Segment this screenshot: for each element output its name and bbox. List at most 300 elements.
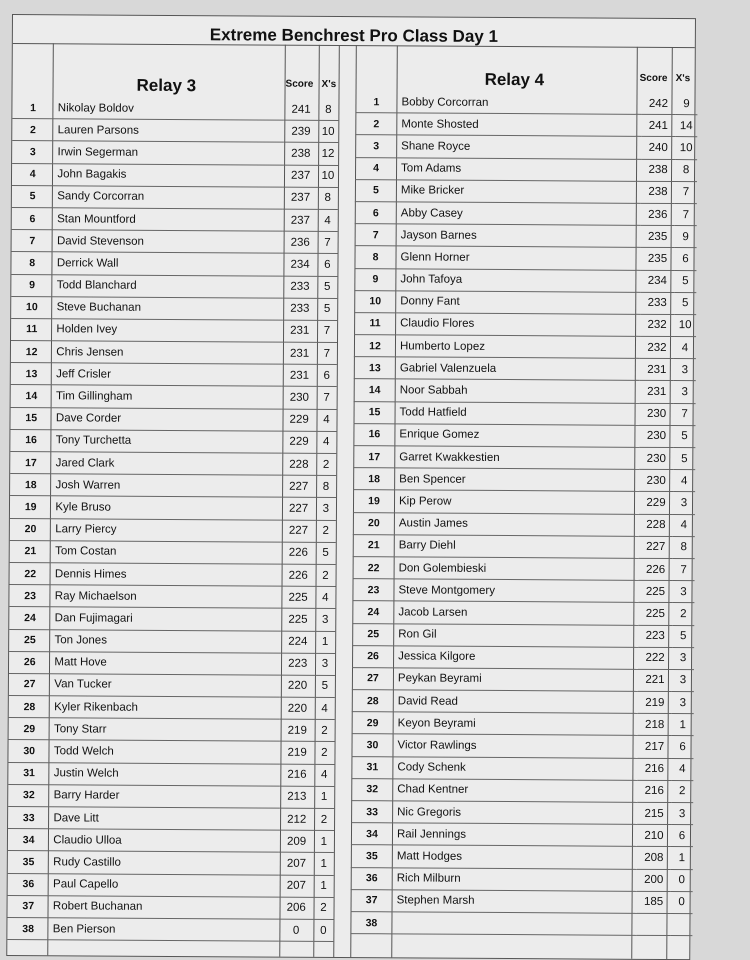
score-cell: 206 (279, 897, 313, 919)
xs-cell: 8 (318, 187, 338, 209)
table-row (354, 312, 696, 336)
table-row (12, 141, 338, 165)
score-cell: 221 (638, 669, 672, 691)
xs-cell: 2 (314, 720, 334, 742)
xs-cell: 5 (673, 448, 695, 470)
score-cell: 234 (640, 270, 674, 292)
score-cell: 207 (279, 853, 313, 875)
name-cell: Jayson Barnes (397, 224, 641, 248)
rank-cell: 32 (8, 784, 50, 806)
table-row (9, 607, 335, 631)
table-row (8, 851, 334, 875)
name-cell: Ton Jones (50, 629, 280, 653)
name-cell: Ben Pierson (49, 918, 279, 942)
name-cell: Garret Kwakkestien (395, 446, 639, 470)
score-cell: 231 (640, 359, 674, 381)
table-row (8, 873, 334, 897)
xs-cell: 2 (313, 897, 333, 919)
name-cell: Van Tucker (50, 674, 280, 698)
rank-cell: 1 (355, 91, 397, 113)
rank-cell: 24 (9, 607, 51, 629)
rank-cell: 38 (7, 917, 49, 939)
score-cell: 230 (639, 425, 673, 447)
xs-cell: 1 (314, 831, 334, 853)
score-cell: 216 (280, 764, 314, 786)
table-row (11, 341, 337, 365)
score-cell: 233 (640, 292, 674, 314)
name-cell: Enrique Gomez (395, 424, 639, 448)
xs-cell: 2 (316, 520, 336, 542)
xs-cell: 7 (673, 558, 695, 580)
score-cell: 233 (283, 298, 317, 320)
rank-cell: 1 (12, 97, 54, 119)
name-cell: Don Golembieski (395, 557, 639, 581)
name-cell: Rudy Castillo (49, 851, 279, 875)
rank-cell: 27 (9, 673, 51, 695)
score-cell: 228 (639, 514, 673, 536)
rank-cell: 25 (352, 623, 394, 645)
score-cell: 230 (639, 470, 673, 492)
name-cell: Stan Mountford (53, 208, 283, 232)
table-row (12, 230, 338, 254)
name-cell: Barry Diehl (395, 535, 639, 559)
name-cell: Chris Jensen (52, 341, 282, 365)
rank-cell: 15 (354, 401, 396, 423)
xs-cell: 2 (672, 603, 694, 625)
score-cell: 219 (280, 719, 314, 741)
xs-cell: 6 (317, 254, 337, 276)
score-cell: 213 (280, 786, 314, 808)
xs-cell: 7 (675, 203, 697, 225)
rank-cell: 2 (12, 119, 54, 141)
name-cell: Tony Starr (50, 718, 280, 742)
relay4-x-header: X's (675, 73, 691, 85)
xs-cell: 3 (315, 609, 335, 631)
table-row (354, 401, 696, 425)
rank-cell: 31 (8, 762, 50, 784)
xs-cell: 10 (318, 121, 338, 143)
score-cell: 209 (279, 830, 313, 852)
xs-cell: 14 (675, 115, 697, 137)
name-cell: Todd Blanchard (53, 274, 283, 298)
name-cell: Ben Spencer (395, 468, 639, 492)
name-cell: Stephen Marsh (393, 890, 637, 914)
name-cell: Dave Litt (49, 807, 279, 831)
rank-cell: 31 (351, 756, 393, 778)
rank-cell: 36 (8, 873, 50, 895)
name-cell: Cody Schenk (393, 756, 637, 780)
rank-cell: 27 (352, 667, 394, 689)
name-cell: Rich Milburn (393, 867, 637, 891)
score-cell: 219 (638, 691, 672, 713)
name-cell: Glenn Horner (396, 246, 640, 270)
score-cell: 225 (281, 586, 315, 608)
score-cell: 237 (283, 187, 317, 209)
name-cell: Austin James (395, 512, 639, 536)
rank-cell: 34 (351, 823, 393, 845)
score-cell: 241 (641, 115, 675, 137)
name-cell: Steve Buchanan (53, 296, 283, 320)
rank-cell: 25 (9, 629, 51, 651)
table-row (9, 629, 335, 653)
table-row (354, 335, 696, 359)
rank-cell: 9 (354, 268, 396, 290)
table-row (11, 274, 337, 298)
name-cell: Claudio Ulloa (49, 829, 279, 853)
rank-cell: 30 (8, 740, 50, 762)
table-row (352, 623, 694, 647)
rank-cell: 8 (354, 246, 396, 268)
relay4-heading: Relay 4 (484, 69, 545, 90)
table-row (352, 645, 694, 669)
score-cell: 242 (641, 93, 675, 115)
rank-cell: 21 (10, 540, 52, 562)
score-cell: 223 (638, 625, 672, 647)
name-cell: Matt Hove (50, 651, 280, 675)
score-cell: 226 (639, 558, 673, 580)
rank-cell: 4 (12, 163, 54, 185)
rank-cell: 32 (351, 778, 393, 800)
rank-cell: 37 (351, 889, 393, 911)
relay3-table (7, 97, 338, 942)
rank-cell: 37 (7, 895, 49, 917)
table-row (351, 845, 693, 869)
table-row (12, 97, 338, 121)
table-row (10, 540, 336, 564)
xs-cell: 5 (672, 625, 694, 647)
score-cell: 238 (641, 181, 675, 203)
rank-cell: 38 (350, 912, 392, 934)
name-cell: Kyler Rikenbach (50, 696, 280, 720)
xs-cell: 2 (314, 742, 334, 764)
table-row (10, 518, 336, 542)
xs-cell: 5 (315, 542, 335, 564)
table-row (9, 673, 335, 697)
score-cell: 208 (637, 847, 671, 869)
score-cell: 200 (637, 869, 671, 891)
page-title: Extreme Benchrest Pro Class Day 1 (13, 15, 695, 48)
name-cell: Jeff Crisler (52, 363, 282, 387)
rank-cell: 36 (351, 867, 393, 889)
table-row (10, 562, 336, 586)
xs-cell: 0 (313, 919, 333, 941)
table-row (353, 446, 695, 470)
score-cell: 237 (283, 209, 317, 231)
score-cell: 232 (640, 336, 674, 358)
table-row (12, 185, 338, 209)
rank-cell: 10 (11, 296, 53, 318)
score-cell: 227 (281, 498, 315, 520)
score-cell: 216 (637, 780, 671, 802)
score-cell: 231 (282, 364, 316, 386)
xs-cell: 4 (314, 697, 334, 719)
name-cell: Paul Capello (49, 873, 279, 897)
rank-cell: 6 (12, 207, 54, 229)
name-cell: Dave Corder (52, 407, 282, 431)
score-cell: 207 (279, 875, 313, 897)
name-cell: Mike Bricker (397, 180, 641, 204)
name-cell: Matt Hodges (393, 845, 637, 869)
score-cell: 227 (639, 536, 673, 558)
xs-cell: 7 (675, 181, 697, 203)
table-row (351, 867, 693, 891)
rank-cell: 10 (354, 290, 396, 312)
name-cell: Dan Fujimagari (51, 607, 281, 631)
rank-cell: 18 (353, 468, 395, 490)
name-cell: Noor Sabbah (396, 379, 640, 403)
relay3-heading: Relay 3 (136, 75, 197, 96)
score-cell: 185 (637, 891, 671, 913)
rank-cell: 26 (352, 645, 394, 667)
xs-cell: 5 (673, 425, 695, 447)
table-row (352, 601, 694, 625)
rank-cell: 13 (354, 357, 396, 379)
xs-cell: 9 (675, 93, 697, 115)
name-cell: Dennis Himes (51, 563, 281, 587)
name-cell: Sandy Corcorran (53, 186, 283, 210)
score-cell: 229 (639, 492, 673, 514)
table-row (352, 579, 694, 603)
xs-cell: 1 (671, 847, 693, 869)
table-row (353, 512, 695, 536)
table-row (10, 407, 336, 431)
score-cell: 236 (641, 203, 675, 225)
score-cell: 233 (283, 276, 317, 298)
score-cell: 223 (280, 653, 314, 675)
xs-cell: 10 (318, 165, 338, 187)
score-cell: 235 (641, 225, 675, 247)
table-row (355, 135, 697, 159)
name-cell: Nic Gregoris (393, 801, 637, 825)
name-cell: Claudio Flores (396, 313, 640, 337)
table-row (11, 385, 337, 409)
rank-cell: 18 (10, 474, 52, 496)
score-cell: 220 (280, 697, 314, 719)
score-cell: 210 (637, 825, 671, 847)
score-cell: 234 (283, 253, 317, 275)
xs-cell: 4 (315, 586, 335, 608)
score-cell: 240 (641, 137, 675, 159)
name-cell: Humberto Lopez (396, 335, 640, 359)
name-cell: Jessica Kilgore (394, 646, 638, 670)
rank-cell: 8 (11, 252, 53, 274)
table-row (353, 468, 695, 492)
rank-cell: 20 (353, 512, 395, 534)
table-row (355, 113, 697, 137)
xs-cell: 4 (674, 337, 696, 359)
table-row (7, 895, 333, 919)
name-cell: Bobby Corcorran (397, 91, 641, 114)
score-cell: 229 (282, 431, 316, 453)
score-cell: 230 (639, 447, 673, 469)
name-cell: John Tafoya (396, 268, 640, 292)
table-row (351, 756, 693, 780)
rank-cell: 29 (352, 712, 394, 734)
rank-cell: 23 (352, 579, 394, 601)
score-cell: 225 (638, 580, 672, 602)
xs-cell: 3 (672, 647, 694, 669)
rank-cell: 3 (12, 141, 54, 163)
relay3-score-header: Score (285, 78, 314, 90)
xs-cell: 3 (672, 669, 694, 691)
score-cell: 236 (283, 231, 317, 253)
rank-cell: 12 (354, 335, 396, 357)
name-cell: Chad Kentner (393, 779, 637, 803)
name-cell: Ron Gil (394, 623, 638, 647)
table-row (352, 667, 694, 691)
rank-cell: 14 (354, 379, 396, 401)
name-cell: Tim Gillingham (52, 385, 282, 409)
rank-cell: 13 (11, 363, 53, 385)
xs-cell: 12 (318, 143, 338, 165)
name-cell: Todd Welch (50, 740, 280, 764)
name-cell (392, 912, 636, 936)
rank-cell: 35 (8, 851, 50, 873)
table-row (353, 557, 695, 581)
xs-cell: 6 (317, 365, 337, 387)
table-row (8, 762, 334, 786)
rank-cell: 16 (353, 423, 395, 445)
table-row (354, 290, 696, 314)
xs-cell: 4 (673, 470, 695, 492)
xs-cell: 4 (317, 209, 337, 231)
table-row (8, 806, 334, 830)
table-row (10, 496, 336, 520)
table-row (355, 224, 697, 248)
xs-cell: 8 (316, 476, 336, 498)
xs-cell: 7 (673, 403, 695, 425)
name-cell: Barry Harder (50, 785, 280, 809)
xs-cell: 2 (316, 453, 336, 475)
score-cell: 218 (638, 714, 672, 736)
name-cell: Ray Michaelson (51, 585, 281, 609)
rank-cell: 33 (8, 806, 50, 828)
table-row (12, 163, 338, 187)
xs-cell: 4 (314, 764, 334, 786)
name-cell: Shane Royce (397, 135, 641, 159)
rank-cell: 11 (11, 318, 53, 340)
rank-cell: 19 (10, 496, 52, 518)
rank-cell: 33 (351, 801, 393, 823)
table-row (352, 712, 694, 736)
score-cell: 227 (282, 475, 316, 497)
xs-cell: 4 (673, 514, 695, 536)
table-row (9, 696, 335, 720)
table-row (11, 318, 337, 342)
table-row (355, 202, 697, 226)
xs-cell: 4 (671, 758, 693, 780)
rank-cell: 5 (355, 179, 397, 201)
rank-cell: 35 (351, 845, 393, 867)
rank-cell: 19 (353, 490, 395, 512)
score-cell: 220 (280, 675, 314, 697)
rank-cell: 5 (12, 185, 54, 207)
rank-cell: 14 (11, 385, 53, 407)
rank-cell: 22 (353, 557, 395, 579)
table-row (11, 252, 337, 276)
rank-cell: 11 (354, 312, 396, 334)
table-row (355, 157, 697, 181)
rank-cell: 9 (11, 274, 53, 296)
xs-cell: 6 (671, 825, 693, 847)
score-cell: 212 (280, 808, 314, 830)
rank-cell: 17 (10, 451, 52, 473)
xs-cell: 6 (671, 736, 693, 758)
name-cell: Tony Turchetta (52, 430, 282, 454)
xs-cell: 1 (313, 875, 333, 897)
score-cell: 237 (283, 165, 317, 187)
name-cell: Abby Casey (397, 202, 641, 226)
score-cell: 239 (284, 120, 318, 142)
xs-cell: 7 (317, 320, 337, 342)
name-cell: Derrick Wall (53, 252, 283, 276)
score-cell: 216 (637, 758, 671, 780)
name-cell: Steve Montgomery (394, 579, 638, 603)
name-cell: Robert Buchanan (49, 895, 279, 919)
xs-cell: 2 (671, 780, 693, 802)
rank-cell: 34 (8, 829, 50, 851)
xs-cell: 3 (672, 692, 694, 714)
name-cell: Kip Perow (395, 490, 639, 514)
score-cell: 241 (284, 99, 318, 121)
table-row (12, 207, 338, 231)
xs-cell: 3 (672, 581, 694, 603)
table-row (8, 740, 334, 764)
table-row (11, 363, 337, 387)
rank-cell: 30 (351, 734, 393, 756)
name-cell: Jared Clark (52, 452, 282, 476)
xs-cell: 6 (674, 248, 696, 270)
name-cell: Nikolay Boldov (54, 97, 284, 120)
score-cell: 228 (282, 453, 316, 475)
table-row (9, 585, 335, 609)
xs-cell: 4 (316, 431, 336, 453)
score-cell: 0 (279, 919, 313, 941)
score-cell: 226 (281, 542, 315, 564)
xs-cell: 5 (315, 675, 335, 697)
table-row (351, 889, 693, 913)
rank-cell: 21 (353, 534, 395, 556)
name-cell: Josh Warren (51, 474, 281, 498)
table-row (353, 423, 695, 447)
score-cell: 219 (280, 742, 314, 764)
table-row (8, 829, 334, 853)
table-row (354, 357, 696, 381)
name-cell: Justin Welch (50, 762, 280, 786)
xs-cell: 8 (318, 99, 338, 121)
table-row (354, 246, 696, 270)
table-row (353, 490, 695, 514)
table-row (8, 784, 334, 808)
xs-cell (670, 913, 692, 935)
table-row (352, 690, 694, 714)
rank-cell: 15 (10, 407, 52, 429)
xs-cell: 2 (314, 808, 334, 830)
xs-cell: 3 (674, 359, 696, 381)
name-cell: Irwin Segerman (53, 141, 283, 165)
rank-cell: 7 (12, 230, 54, 252)
score-cell: 222 (638, 647, 672, 669)
relay3-x-header: X's (321, 78, 337, 90)
xs-cell: 3 (671, 803, 693, 825)
relay4-score-header: Score (639, 72, 668, 85)
rank-cell: 28 (352, 690, 394, 712)
xs-cell: 7 (316, 387, 336, 409)
xs-cell: 1 (314, 786, 334, 808)
table-row (354, 268, 696, 292)
table-row (354, 379, 696, 403)
score-cell: 224 (281, 631, 315, 653)
